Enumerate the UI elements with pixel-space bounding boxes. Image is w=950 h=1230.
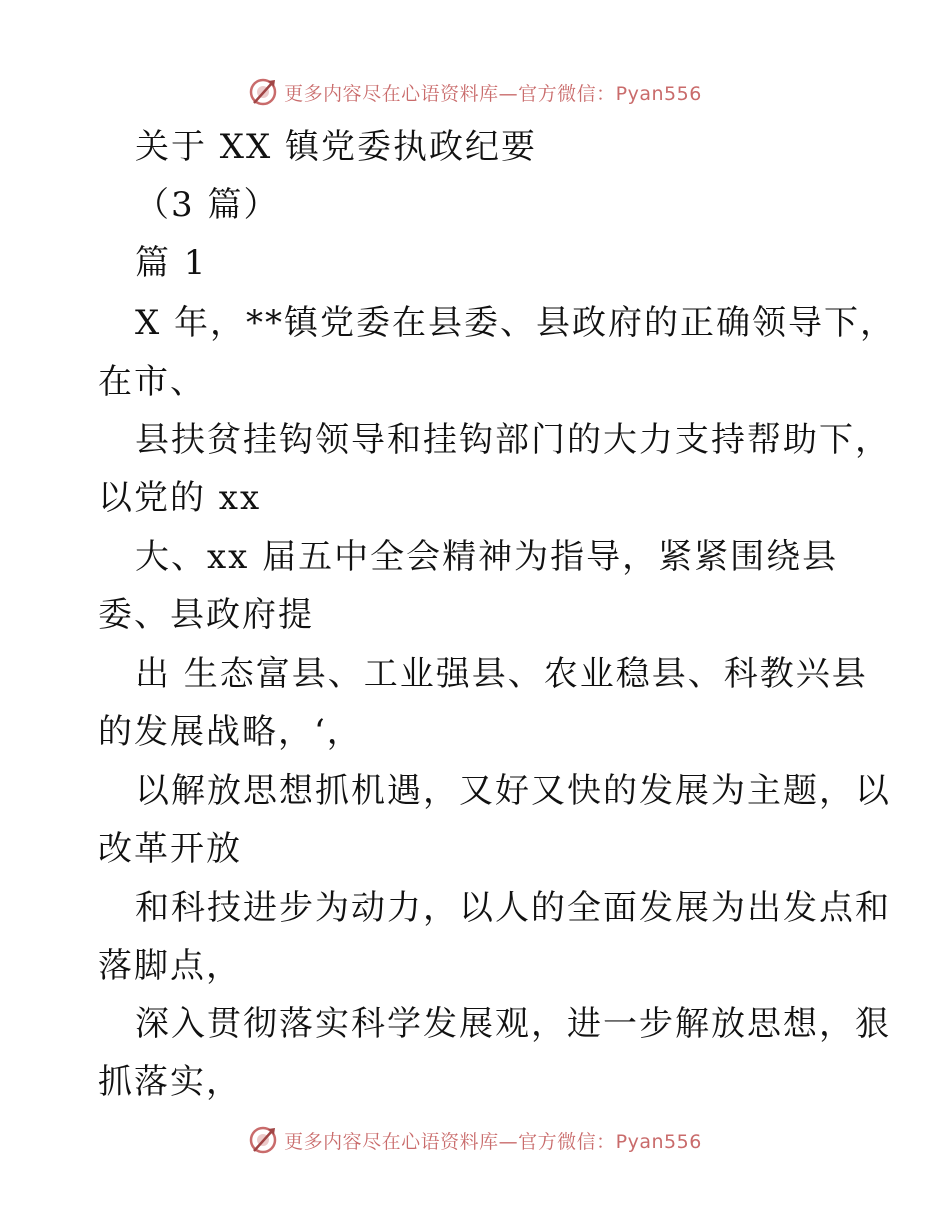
paragraph-line: 落脚点， [98,946,242,986]
watermark-header [0,72,950,112]
paragraph-line: 委、县政府提 [98,595,314,635]
section-heading: 篇 1 [135,243,208,283]
paragraph-line: 以解放思想抓机遇，又好又快的发展为主题，以 [135,771,891,811]
watermark-footer [0,1120,950,1160]
paragraph-line: 以党的 xx [98,478,262,518]
quill-logo-icon [248,1125,278,1155]
paragraph-line: 深入贯彻落实科学发展观，进一步解放思想，狠 [135,1004,891,1044]
paragraph-line: 县扶贫挂钩领导和挂钩部门的大力支持帮助下， [135,420,891,460]
document-title: 关于 XX 镇党委执政纪要 [135,127,538,167]
quill-logo-icon [248,77,278,107]
watermark-text: 更多内容尽在心语资料库—官方微信：Pyan556 [284,1130,702,1153]
paragraph-line: 出 生态富县、工业强县、农业稳县、科教兴县 [135,654,868,694]
paragraph-line: 在市、 [98,362,206,402]
paragraph-line: X 年，**镇党委在县委、县政府的正确领导下， [135,303,897,343]
paragraph-line: 改革开放 [98,829,242,869]
paragraph-line: 大、xx 届五中全会精神为指导，紧紧围绕县 [135,537,839,577]
paragraph-line: 的发展战略，‘， [98,712,363,752]
paragraph-line: 抓落实， [98,1062,242,1102]
document-subtitle: （3 篇） [135,185,280,225]
watermark-text: 更多内容尽在心语资料库—官方微信：Pyan556 [284,82,702,105]
paragraph-line: 和科技进步为动力，以人的全面发展为出发点和 [135,888,891,928]
